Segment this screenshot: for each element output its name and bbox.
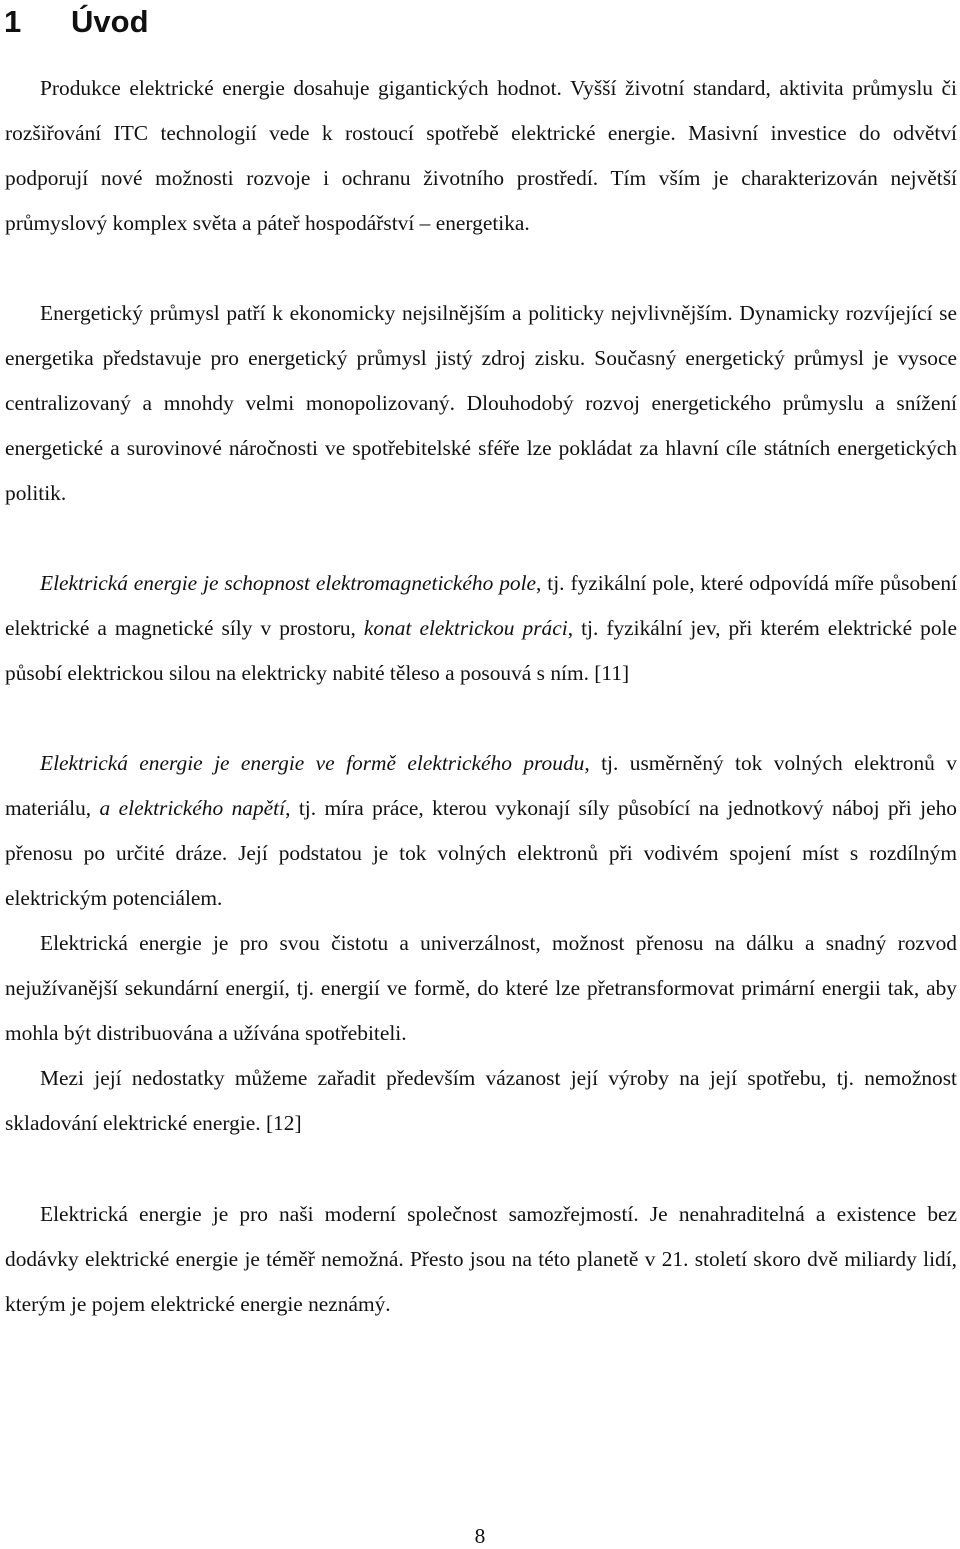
chapter-heading bbox=[4, 2, 149, 42]
paragraph-intro bbox=[5, 66, 957, 246]
paragraph-industry bbox=[5, 291, 957, 516]
text-run: Mezi její nedostatky můžeme zařadit především vázanost její výroby na její spotřebu, tj. nemožnost skladování elektrické energie. [12] bbox=[5, 1066, 957, 1135]
italic-text-run: a elektrického napětí bbox=[99, 796, 286, 820]
chapter-title: Úvod bbox=[71, 4, 149, 39]
text-run: Elektrická energie je pro naši moderní společnost samozřejmostí. Je nenahraditelná a existence bez dodávky elektrické energie je téměř nemožná. Přesto jsou na této planetě v 21. století skoro dvě miliardy lidí, kterým je pojem elektrické energie neznámý. bbox=[5, 1202, 957, 1316]
text-run: , tj. míra práce, kterou vykonají síly působící na jednotkový náboj při jeho přenosu po určité dráze. Její podstatou je tok volných elektronů při vodivém spojení míst s rozdílným elektrickým potenciálem. bbox=[5, 796, 957, 910]
text-run: Elektrická energie je pro svou čistotu a univerzálnost, možnost přenosu na dálku a snadný rozvod nejužívanější sekundární energií, tj. energií ve formě, do které lze přetransformovat primární energii tak, aby mohla být distribuována a užívána spotřebiteli. bbox=[5, 931, 957, 1045]
paragraph-advantages bbox=[5, 921, 957, 1056]
paragraph-importance bbox=[5, 1192, 957, 1327]
text-run: , tj. fyzikální pole, které odpovídá míře působení elektrické a magnetické síly v prostoru, bbox=[5, 571, 958, 640]
italic-text-run: Elektrická energie je energie ve formě elektrického proudu bbox=[40, 751, 585, 775]
paragraph-definition-current bbox=[5, 741, 957, 921]
text-run: , tj. usměrněný tok volných elektronů v materiálu, bbox=[5, 751, 957, 820]
page-number: 8 bbox=[474, 1524, 486, 1548]
paragraph-drawbacks bbox=[5, 1056, 957, 1146]
paragraph-definition-field bbox=[5, 561, 957, 696]
text-run: Produkce elektrické energie dosahuje gigantických hodnot. Vyšší životní standard, aktivita průmyslu či rozšiřování ITC technologií vede k rostoucí spotřebě elektrické energie. Masivní investice do odvětví podporují nové možnosti rozvoje i ochranu životního prostředí. Tím vším je charakterizován největší průmyslový komplex světa a páteř hospodářství – energetika. bbox=[5, 76, 957, 235]
chapter-number: 1 bbox=[4, 4, 22, 39]
text-run: , tj. fyzikální jev, při kterém elektrické pole působí elektrickou silou na elektricky nabité těleso a posouvá s ním. [11] bbox=[5, 616, 957, 685]
italic-text-run: Elektrická energie je schopnost elektromagnetického pole bbox=[40, 571, 537, 595]
italic-text-run: konat elektrickou práci bbox=[363, 616, 568, 640]
text-run: Energetický průmysl patří k ekonomicky nejsilnějším a politicky nejvlivnějším. Dynamicky rozvíjející se energetika představuje pro energetický průmysl jistý zdroj zisku. Současný energetický průmysl je vysoce centralizovaný a mnohdy velmi monopolizovaný. Dlouhodobý rozvoj energetického průmyslu a snížení energetické a surovinové náročnosti ve spotřebitelské sféře lze pokládat za hlavní cíle státních energetických politik. bbox=[5, 301, 957, 505]
